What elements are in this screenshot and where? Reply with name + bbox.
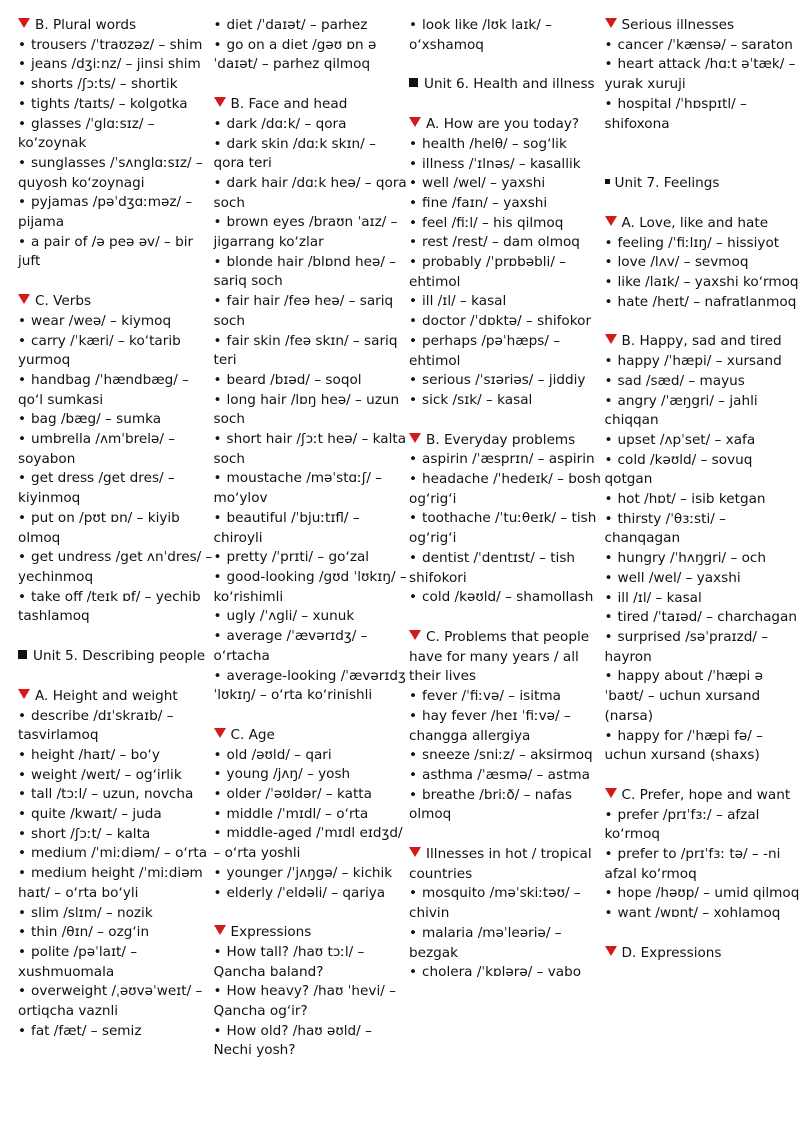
red-triangle-icon bbox=[409, 117, 421, 127]
section-everyday-problems bbox=[409, 431, 605, 608]
vocab-item: • sunglasses /ˈsʌnglɑːsɪz/ – quyosh koʻzoynagi bbox=[18, 154, 203, 191]
section-long-term-problems bbox=[409, 628, 605, 825]
vocab-item: • bag /bæg/ – sumka bbox=[18, 411, 162, 428]
vocab-item: • middle /ˈmɪdl/ – oʻrta bbox=[213, 805, 369, 822]
red-triangle-icon bbox=[18, 18, 30, 28]
column-2 bbox=[214, 16, 410, 1131]
section-continued bbox=[409, 16, 605, 55]
vocab-item: • cold /kəʊld/ – sovuq qotgan bbox=[604, 451, 753, 488]
red-triangle-icon bbox=[409, 630, 421, 640]
vocab-item: • older /ˈəʊldər/ – katta bbox=[213, 786, 372, 803]
section-heading: A. Love, like and hate bbox=[605, 214, 800, 234]
section-verbs bbox=[18, 292, 214, 627]
section-plural-words bbox=[18, 16, 214, 272]
vocab-item: • aspirin /ˈæsprɪn/ – aspirin bbox=[409, 451, 595, 468]
vocab-item: • hope /həʊp/ – umid qilmoq bbox=[604, 885, 800, 902]
section-tropical-illnesses bbox=[409, 845, 605, 983]
vocab-item: • heart attack /hɑːt əˈtæk/ – yurak xuruji bbox=[604, 56, 796, 93]
section-heading: Illnesses in hot / tropical countries bbox=[409, 846, 592, 882]
vocab-item: • rest /rest/ – dam olmoq bbox=[409, 234, 580, 251]
unit-heading: Unit 7. Feelings bbox=[605, 174, 800, 194]
section-height-weight bbox=[18, 687, 214, 1042]
section-face-head bbox=[214, 95, 410, 706]
vocab-item: • fat /fæt/ – semiz bbox=[18, 1022, 142, 1039]
vocab-item: • fair skin /feə skɪn/ – sariq teri bbox=[213, 332, 398, 369]
vocab-item: • get dress /get dres/ – kiyinmoq bbox=[18, 470, 175, 507]
vocab-item: • dark skin /dɑːk skɪn/ – qora teri bbox=[213, 135, 376, 172]
vocab-item: • tall /tɔːl/ – uzun, novcha bbox=[18, 786, 194, 803]
vocab-item: • happy /ˈhæpi/ – xursand bbox=[604, 353, 782, 370]
section-heading: C. Problems that people have for many years / all their lives bbox=[409, 628, 590, 685]
vocab-item: • middle-aged /ˈmɪdl eɪdʒd/ – oʻrta yoshli bbox=[213, 825, 403, 862]
vocab-item: • cancer /ˈkænsə/ – saraton bbox=[604, 36, 793, 53]
vocab-item: • jeans /dʒiːnz/ – jinsi shim bbox=[18, 56, 201, 73]
vocab-item: • weight /weɪt/ – ogʻirlik bbox=[18, 766, 182, 783]
vocab-item: • ill /ɪl/ – kasal bbox=[409, 293, 507, 310]
vocab-item: • serious /ˈsɪəriəs/ – jiddiy bbox=[409, 372, 586, 389]
black-square-icon bbox=[409, 78, 418, 87]
vocab-item: • brown eyes /braʊn ˈaɪz/ – jigarrang koʻzlar bbox=[213, 214, 398, 251]
vocab-item: • young /jʌŋ/ – yosh bbox=[213, 766, 351, 783]
section-how-are-you bbox=[409, 115, 605, 411]
red-triangle-icon bbox=[409, 847, 421, 857]
vocab-item: • want /wɒnt/ – xohlamoq bbox=[604, 905, 781, 922]
vocab-item: • doctor /ˈdɒktə/ – shifokor bbox=[409, 313, 592, 330]
vocab-item: • fever /ˈfiːvə/ – isitma bbox=[409, 688, 561, 705]
red-triangle-icon bbox=[605, 216, 617, 226]
vocab-item: • dark hair /dɑːk heə/ – qora soch bbox=[213, 174, 407, 211]
vocab-item: • moustache /məˈstɑːʃ/ – moʻylov bbox=[213, 470, 383, 507]
red-triangle-icon bbox=[214, 925, 226, 935]
vocab-item: • elderly /ˈeldəli/ – qariya bbox=[213, 884, 386, 901]
vocab-item: • hot /hɒt/ – isib ketgan bbox=[604, 491, 766, 508]
section-age bbox=[214, 726, 410, 903]
vocab-item: • hate /heɪt/ – nafratlanmoq bbox=[604, 293, 797, 310]
vocab-item: • pyjamas /pəˈdʒɑːməz/ – pijama bbox=[18, 194, 193, 231]
vocab-item: • asthma /ˈæsmə/ – astma bbox=[409, 766, 590, 783]
vocab-item: • height /haɪt/ – boʻy bbox=[18, 746, 160, 763]
section-expressions bbox=[214, 923, 410, 1061]
vocab-item: • put on /pʊt ɒn/ – kiyib olmoq bbox=[18, 509, 180, 546]
section-prefer-hope-want bbox=[605, 786, 800, 924]
vocab-item: • look like /lʊk laɪk/ – oʻxshamoq bbox=[409, 17, 552, 53]
vocab-item: • umbrella /ʌmˈbrelə/ – soyabon bbox=[18, 431, 176, 467]
vocab-item: • hospital /ˈhɒspɪtl/ – shifoxona bbox=[604, 95, 747, 132]
vocab-item: • average-looking /ˈævərɪdʒ ˈlʊkɪŋ/ – oʻrta koʻrinishli bbox=[213, 667, 406, 704]
vocab-item: • sick /sɪk/ – kasal bbox=[409, 391, 533, 408]
section-heading: B. Happy, sad and tired bbox=[605, 332, 800, 352]
vocab-item: • take off /teɪk ɒf/ – yechib tashlamoq bbox=[18, 588, 201, 625]
section-heading: Serious illnesses bbox=[605, 16, 800, 36]
vocab-item: • How heavy? /haʊ ˈhevi/ – Qancha ogʻir? bbox=[213, 983, 396, 1020]
vocab-item: • pretty /ˈprɪti/ – goʻzal bbox=[213, 549, 370, 566]
vocab-item: • hay fever /heɪ ˈfiːvə/ – changga allergiya bbox=[409, 707, 571, 744]
red-triangle-icon bbox=[18, 689, 30, 699]
section-heading: D. Expressions bbox=[605, 944, 800, 964]
vocab-item: • average /ˈævərɪdʒ/ – oʻrtacha bbox=[213, 628, 368, 664]
vocab-item: • short hair /ʃɔːt heə/ – kalta soch bbox=[213, 431, 407, 467]
section-continued bbox=[214, 16, 410, 75]
vocab-item: • feeling /ˈfiːlɪŋ/ – hissiyot bbox=[604, 234, 780, 251]
section-heading: C. Age bbox=[214, 726, 410, 746]
vocab-item: • trousers /ˈtraʊzəz/ – shim bbox=[18, 36, 203, 53]
vocab-item: • headache /ˈhedeɪk/ – bosh ogʻrigʻi bbox=[409, 471, 601, 507]
section-heading: Expressions bbox=[214, 923, 410, 943]
red-triangle-icon bbox=[18, 294, 30, 304]
vocab-item: • tights /taɪts/ – kolgotka bbox=[18, 95, 188, 112]
vocab-item: • prefer /prɪˈfɜː/ – afzal koʻrmoq bbox=[604, 806, 760, 843]
section-heading: B. Face and head bbox=[214, 95, 410, 115]
vocab-item: • surprised /səˈpraɪzd/ – hayron bbox=[604, 628, 769, 665]
vocab-item: • carry /ˈkæri/ – koʻtarib yurmoq bbox=[18, 332, 181, 369]
vocab-item: • short /ʃɔːt/ – kalta bbox=[18, 825, 151, 842]
vocab-item: • get undress /get ʌnˈdres/ – yechinmoq bbox=[18, 549, 213, 585]
vocab-item: • good-looking /gʊd ˈlʊkɪŋ/ – koʻrishimli bbox=[213, 568, 407, 605]
red-triangle-icon bbox=[409, 433, 421, 443]
vocab-item: • thirsty /ˈθɜːsti/ – chanqagan bbox=[604, 510, 726, 547]
red-triangle-icon bbox=[605, 788, 617, 798]
section-serious-illnesses bbox=[605, 16, 800, 134]
section-heading: B. Everyday problems bbox=[409, 431, 605, 451]
vocab-item: • sneeze /sniːz/ – aksirmoq bbox=[409, 747, 593, 764]
vocab-item: • medium /ˈmiːdiəm/ – oʻrta bbox=[18, 845, 208, 862]
vocab-item: • younger /ˈjʌŋgə/ – kichik bbox=[213, 864, 393, 881]
vocab-item: • diet /ˈdaɪət/ – parhez bbox=[213, 17, 368, 33]
section-heading: B. Plural words bbox=[18, 16, 214, 36]
vocab-item: • How old? /haʊ əʊld/ – Nechi yosh? bbox=[213, 1022, 372, 1059]
vocab-item: • polite /pəˈlaɪt/ – xushmuomala bbox=[18, 943, 138, 980]
unit-heading: Unit 6. Health and illness bbox=[409, 75, 605, 95]
vocab-item: • glasses /ˈglɑːsɪz/ – koʻzoynak bbox=[18, 115, 155, 152]
vocab-item: • mosquito /məˈskiːtəʊ/ – chivin bbox=[409, 885, 581, 922]
section-heading: C. Verbs bbox=[18, 292, 214, 312]
vocab-item: • feel /fiːl/ – his qilmoq bbox=[409, 214, 564, 231]
unit-7-title bbox=[605, 174, 800, 194]
unit-6-title bbox=[409, 75, 605, 95]
vocab-item: • quite /kwaɪt/ – juda bbox=[18, 806, 162, 823]
unit-heading: Unit 5. Describing people bbox=[18, 647, 214, 667]
section-heading: A. Height and weight bbox=[18, 687, 214, 707]
vocab-item: • happy for /ˈhæpi fə/ – uchun xursand (shaxs) bbox=[604, 727, 763, 764]
vocab-item: • fine /faɪn/ – yaxshi bbox=[409, 194, 548, 211]
vocab-item: • fair hair /feə heə/ – sariq soch bbox=[213, 293, 394, 329]
vocab-item: • health /helθ/ – sogʻlik bbox=[409, 135, 567, 152]
vocab-item: • beautiful /ˈbjuːtɪfl/ – chiroyli bbox=[213, 509, 360, 546]
vocab-item: • cholera /ˈkɒlərə/ – vabo bbox=[409, 964, 582, 981]
vocab-item: • illness /ˈɪlnəs/ – kasallik bbox=[409, 155, 581, 172]
vocab-item: • blonde hair /blɒnd heə/ – sariq soch bbox=[213, 253, 397, 290]
vocab-item: • shorts /ʃɔːts/ – shortik bbox=[18, 76, 178, 93]
vocab-item: • angry /ˈæŋgri/ – jahli chiqqan bbox=[604, 392, 758, 429]
vocab-item: • well /wel/ – yaxshi bbox=[604, 569, 741, 586]
vocab-item: • perhaps /pəˈhæps/ – ehtimol bbox=[409, 332, 561, 369]
red-triangle-icon bbox=[605, 18, 617, 28]
vocab-item: • breathe /briːð/ – nafas olmoq bbox=[409, 786, 572, 823]
vocab-item: • cold /kəʊld/ – shamollash bbox=[409, 589, 594, 606]
vocab-item: • ill /ɪl/ – kasal bbox=[604, 589, 702, 606]
vocab-item: • a pair of /ə peə əv/ – bir juft bbox=[18, 233, 194, 270]
vocab-item: • dark /dɑːk/ – qora bbox=[213, 115, 347, 132]
vocab-item: • probably /ˈprɒbəbli/ – ehtimol bbox=[409, 254, 567, 290]
section-happy-sad-tired bbox=[605, 332, 800, 765]
vocab-item: • like /laɪk/ – yaxshi koʻrmoq bbox=[604, 274, 799, 291]
red-triangle-icon bbox=[214, 728, 226, 738]
vocab-item: • hungry /ˈhʌŋgri/ – och bbox=[604, 550, 766, 567]
vocab-item: • love /lʌv/ – sevmoq bbox=[604, 254, 749, 271]
vocab-item: • upset /ʌpˈset/ – xafa bbox=[604, 431, 756, 448]
vocab-item: • go on a diet /gəʊ ɒn ə ˈdaɪət/ – parhez qilmoq bbox=[213, 36, 377, 73]
vocab-item: • thin /θɪn/ – ozgʻin bbox=[18, 924, 150, 941]
vocab-item: • slim /slɪm/ – nozik bbox=[18, 904, 153, 921]
vocab-item: • medium height /ˈmiːdiəm haɪt/ – oʻrta boʻyli bbox=[18, 865, 203, 901]
red-triangle-icon bbox=[605, 334, 617, 344]
red-triangle-icon bbox=[214, 97, 226, 107]
vocab-item: • toothache /ˈtuːθeɪk/ – tish ogʻrigʻi bbox=[409, 510, 597, 547]
column-3 bbox=[409, 16, 605, 1131]
vocab-item: • ugly /ˈʌgli/ – xunuk bbox=[213, 608, 355, 625]
vocab-item: • happy about /ˈhæpi əˈbaʊt/ – uchun xursand (narsa) bbox=[604, 668, 764, 724]
column-4 bbox=[605, 16, 800, 1131]
section-love-like-hate bbox=[605, 214, 800, 313]
vocab-item: • beard /bɪəd/ – soqol bbox=[213, 371, 362, 388]
unit-5-title bbox=[18, 647, 214, 667]
vocab-item: • wear /weə/ – kiymoq bbox=[18, 312, 172, 329]
vocab-item: • tired /ˈtaɪəd/ – charchagan bbox=[604, 609, 797, 626]
vocab-item: • handbag /ˈhændbæg/ – qoʻl sumkasi bbox=[18, 371, 189, 408]
vocab-item: • dentist /ˈdentɪst/ – tish shifokori bbox=[409, 549, 576, 586]
vocab-item: • describe /dɪˈskraɪb/ – tasvirlamoq bbox=[18, 707, 174, 744]
vocab-item: • long hair /lɒŋ heə/ – uzun soch bbox=[213, 391, 400, 428]
vocab-item: • sad /sæd/ – mayus bbox=[604, 372, 745, 389]
vocab-item: • overweight /ˌəʊvəˈweɪt/ – ortiqcha vaznli bbox=[18, 983, 203, 1020]
vocab-item: • old /əʊld/ – qari bbox=[213, 746, 332, 763]
vocab-item: • How tall? /haʊ tɔːl/ – Qancha baland? bbox=[213, 943, 365, 980]
column-1 bbox=[18, 16, 214, 1131]
vocab-item: • prefer to /prɪˈfɜː tə/ – -ni afzal koʻrmoq bbox=[604, 846, 781, 882]
black-square-icon bbox=[605, 179, 610, 184]
vocab-item: • malaria /məˈleəriə/ – bezgak bbox=[409, 924, 562, 961]
vocab-item: • well /wel/ – yaxshi bbox=[409, 175, 546, 192]
section-expressions-d bbox=[605, 944, 800, 964]
red-triangle-icon bbox=[605, 946, 617, 956]
black-square-icon bbox=[18, 650, 27, 659]
section-heading: C. Prefer, hope and want bbox=[605, 786, 800, 806]
section-heading: A. How are you today? bbox=[409, 115, 605, 135]
